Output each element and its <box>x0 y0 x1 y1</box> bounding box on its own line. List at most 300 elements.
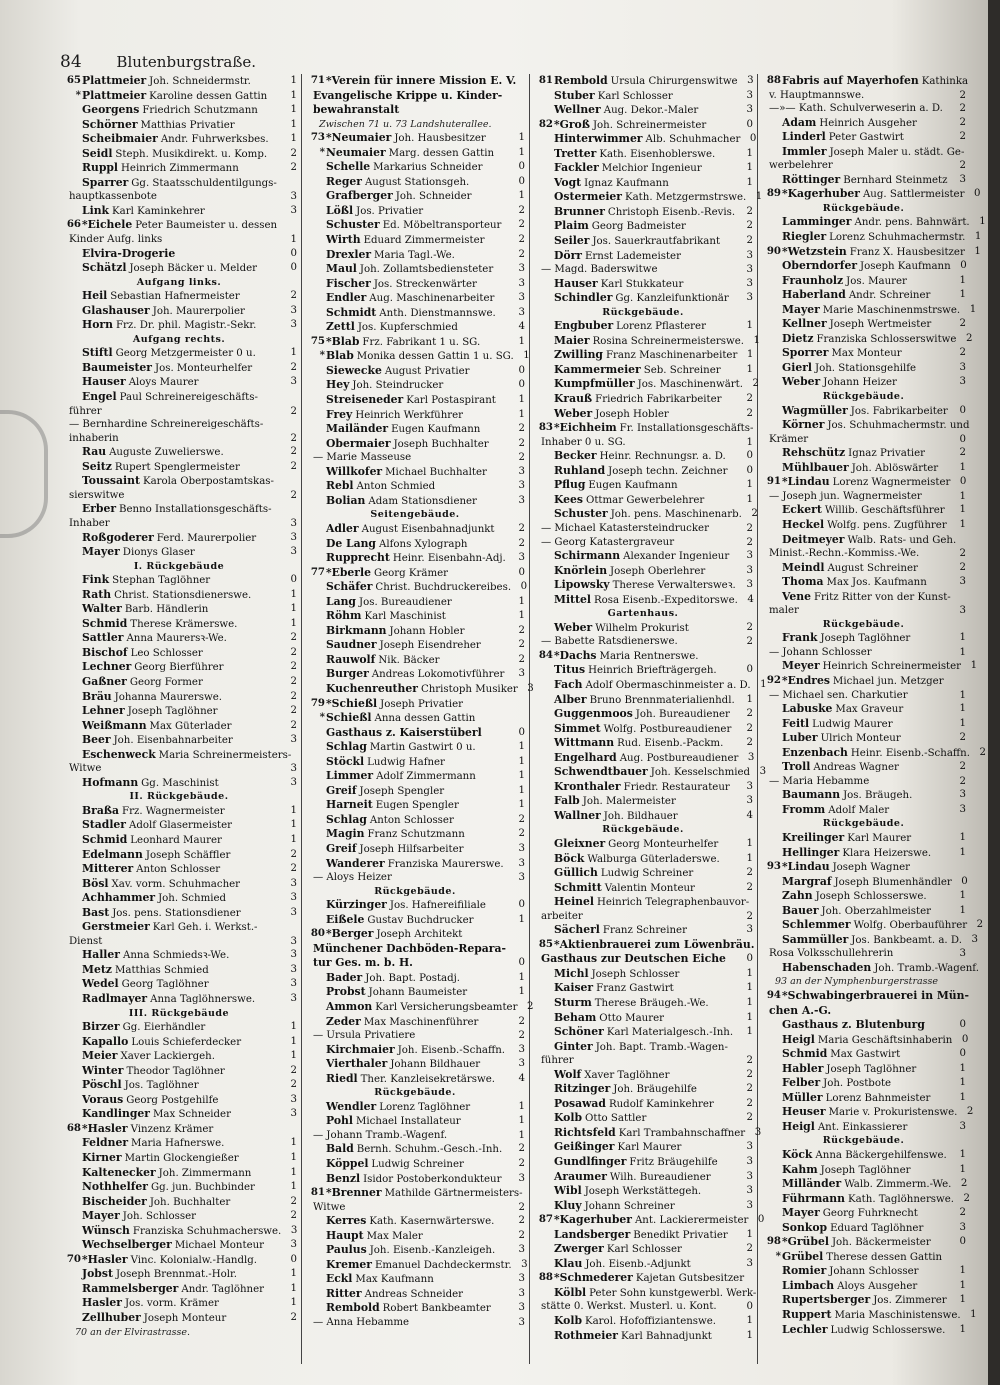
resident-occupation: Christ. Buchdruckereibes. <box>375 582 512 594</box>
resident-occupation: Joseph Monteur <box>143 1313 227 1325</box>
entry-text <box>554 1184 737 1199</box>
house-number <box>761 346 782 361</box>
entry-text <box>554 1213 748 1228</box>
entry-text <box>326 1243 509 1258</box>
entry-text <box>554 1155 737 1170</box>
resident-occupation: Fritz Bräugehilfe <box>629 1157 718 1169</box>
entry-text <box>554 449 737 464</box>
entry-text <box>761 490 950 504</box>
entry-text <box>761 689 950 703</box>
directory-entry <box>533 837 753 852</box>
resident-name: Fink <box>82 573 110 587</box>
house-number <box>61 631 82 646</box>
resident-occupation: Joh. Malermeister <box>582 796 676 808</box>
floor-number: 0 <box>746 1301 753 1313</box>
house-number: 65 <box>66 74 81 86</box>
directory-entry <box>761 604 966 618</box>
house-number: * <box>75 88 81 101</box>
directory-entry <box>61 74 297 89</box>
house-number <box>761 831 782 846</box>
resident-occupation: Joseph Taglöhner <box>826 1063 917 1075</box>
house-number: * <box>775 1249 781 1262</box>
directory-entry <box>305 827 525 842</box>
house-number <box>61 862 82 877</box>
resident-name: Alber <box>554 692 587 706</box>
resident-name: Röttinger <box>782 172 841 186</box>
resident-name: Kaltenecker <box>82 1165 156 1179</box>
house-number <box>61 531 82 546</box>
entry-text <box>82 920 281 935</box>
house-number: 70 <box>66 1252 81 1265</box>
resident-occupation: Joh. Eisenb.-Adjunkt <box>585 1258 691 1270</box>
column-4 <box>758 74 986 1364</box>
floor-number: 3 <box>290 1093 297 1105</box>
house-number <box>305 985 326 1000</box>
directory-entry <box>761 89 966 103</box>
directory-entry <box>305 74 525 89</box>
floor-number: 2 <box>746 522 753 534</box>
resident-name: Riegler <box>782 230 827 244</box>
section-heading: Rückgebäude. <box>602 824 684 836</box>
resident-occupation: Joseph Werkstättegeh. <box>584 1186 702 1198</box>
house-number <box>533 291 554 306</box>
resident-occupation: Franz X. Hausbesitzer <box>849 246 965 258</box>
house-number <box>533 392 554 407</box>
directory-entry <box>533 722 753 737</box>
resident-name: Wittmann <box>554 736 615 750</box>
entry-text <box>554 291 737 306</box>
house-number: 87 <box>538 1213 553 1226</box>
floor-number: 2 <box>518 624 525 636</box>
entry-text <box>82 733 281 748</box>
directory-entry <box>61 204 297 219</box>
floor-number: 2 <box>746 393 753 405</box>
entry-text <box>326 160 509 175</box>
floor-number: 2 <box>290 661 297 673</box>
resident-occupation: Christ. Stationsdienerswe. <box>114 589 252 601</box>
resident-name: Gasthaus z. Kaiserstüberl <box>326 725 482 739</box>
resident-occupation: Joh. Eisenb.-Kanzleigeh. <box>369 1245 496 1257</box>
entry-text <box>782 230 965 245</box>
resident-name: Greif <box>326 841 357 855</box>
floor-number: 1 <box>760 678 767 690</box>
directory-entry <box>533 421 753 436</box>
house-number: 85 <box>538 937 553 950</box>
resident-name: *Lindau <box>782 475 830 489</box>
resident-name: Lehner <box>82 704 125 718</box>
resident-name: Mühlbauer <box>782 460 849 474</box>
entry-text <box>82 877 281 892</box>
resident-occupation: Emanuel Dachdeckermstr. <box>374 1259 512 1271</box>
resident-name: Schirmann <box>554 549 621 563</box>
entry-text <box>82 675 281 690</box>
resident-occupation: — Michael Katastersteindrucker <box>541 522 709 534</box>
directory-entry <box>761 375 966 390</box>
house-number <box>305 726 326 741</box>
directory-entry <box>533 377 759 392</box>
resident-name: Haupt <box>326 1228 364 1242</box>
floor-number: 0 <box>746 118 753 130</box>
resident-occupation: inhaberin <box>69 432 119 444</box>
entry-text <box>782 288 950 303</box>
floor-number: 1 <box>290 1297 297 1309</box>
entry-text <box>61 190 281 204</box>
entry-text <box>782 1279 950 1294</box>
resident-occupation: Paul Schreinereigeschäfts- <box>119 392 258 404</box>
resident-name: Vierthaler <box>326 1057 388 1071</box>
entry-text <box>554 1271 744 1286</box>
resident-name: Fraunholz <box>782 273 844 287</box>
section-heading: Seitengebäude. <box>370 509 460 521</box>
entry-text <box>326 248 509 263</box>
resident-occupation: Karl Postaspirant <box>406 395 496 407</box>
directory-entry <box>761 346 966 361</box>
entry-text <box>554 348 737 363</box>
resident-name: *Dachs <box>554 648 597 662</box>
resident-occupation: Karl Kaminkehrer <box>112 205 205 217</box>
house-number <box>305 522 326 537</box>
resident-occupation: Ignaz Privatier <box>848 448 926 460</box>
directory-entry <box>61 190 297 204</box>
resident-occupation: Adolf Obermaschinmeister a. D. <box>585 679 751 691</box>
directory-entry <box>533 1140 753 1155</box>
resident-name: Gleixner <box>554 836 606 850</box>
entry-text <box>326 798 509 813</box>
entry-text <box>82 531 281 546</box>
resident-name: Fabris auf Mayerhofen <box>782 74 919 87</box>
entry-text <box>326 1072 509 1087</box>
resident-occupation: August Schreiner <box>827 562 918 574</box>
entry-text <box>326 638 509 653</box>
floor-number: 2 <box>518 1015 525 1027</box>
entry-text <box>761 547 950 561</box>
floor-number: 2 <box>959 732 966 744</box>
resident-occupation: Bruno Brennmaterialienhdl. <box>589 694 735 706</box>
floor-number: 1 <box>969 303 977 315</box>
directory-entry <box>61 489 297 503</box>
house-number: 93 <box>766 860 781 873</box>
floor-number: 2 <box>290 719 297 731</box>
resident-occupation: Auguste Zuwelierswe. <box>109 447 224 459</box>
floor-number: 2 <box>518 452 525 464</box>
resident-occupation: v. Hauptmannswe. <box>769 89 865 101</box>
entry-text <box>326 422 509 437</box>
resident-occupation: Karl Schlosser <box>606 1244 682 1256</box>
resident-occupation: Michael Buchhalter <box>385 466 487 478</box>
resident-occupation: Andr. Fuhrwerksbes. <box>160 134 269 146</box>
floor-number: 1 <box>746 1026 753 1038</box>
directory-entry <box>533 736 753 751</box>
resident-name: Kerres <box>326 1214 367 1228</box>
resident-name: Ginter <box>554 1039 593 1053</box>
resident-occupation: Max Graveur <box>835 704 904 716</box>
entry-text <box>82 132 281 147</box>
house-number <box>61 118 82 133</box>
resident-name: Maier <box>554 333 590 347</box>
resident-name: chen A.-G. <box>769 1003 832 1017</box>
resident-occupation: Franziska Schlosserswitwe <box>816 333 957 345</box>
resident-name: Pflug <box>554 478 586 492</box>
resident-name: Troll <box>782 760 811 774</box>
entry-text <box>554 118 737 133</box>
house-number: * <box>319 145 325 158</box>
house-number <box>533 190 554 205</box>
resident-name: Eißele <box>326 912 365 926</box>
resident-occupation: Friedr. Restaurateur <box>623 781 730 793</box>
house-number <box>761 575 782 590</box>
house-number <box>761 418 782 433</box>
floor-number: 2 <box>959 318 966 330</box>
resident-occupation: Melchior Ingenieur <box>601 163 702 175</box>
floor-number: 3 <box>746 1185 753 1197</box>
resident-name: Bolian <box>326 493 366 507</box>
floor-number: 3 <box>290 763 297 775</box>
entry-text <box>305 942 509 957</box>
floor-number: 0 <box>746 953 753 965</box>
resident-occupation: Andreas Lokomotivführer <box>371 669 505 681</box>
house-number <box>305 667 326 682</box>
resident-name: Adam <box>782 115 817 129</box>
house-number <box>533 1314 554 1329</box>
entry-text <box>554 103 737 118</box>
directory-entry <box>761 674 966 689</box>
resident-occupation: Joseph Kaufmann <box>860 261 951 273</box>
resident-name: Schörner <box>82 117 138 131</box>
resident-occupation: Fr. Installationsgeschäfts- <box>619 423 754 435</box>
resident-name: Bauer <box>782 903 819 917</box>
directory-entry <box>305 740 525 755</box>
directory-entry <box>761 889 966 904</box>
resident-name: Evangelische Krippe u. Kinder- <box>313 88 503 102</box>
directory-entry <box>533 1242 753 1257</box>
directory-entry <box>305 971 525 986</box>
house-number <box>305 755 326 770</box>
entry-text <box>554 334 744 349</box>
entry-text <box>326 437 509 452</box>
house-number: 68 <box>66 1121 81 1134</box>
directory-entry <box>61 1253 297 1268</box>
entry-text <box>533 635 737 649</box>
house-number <box>61 545 82 560</box>
entry-text <box>533 1300 737 1314</box>
floor-number <box>956 533 972 548</box>
floor-number: 3 <box>971 933 978 945</box>
entry-text <box>326 1015 509 1030</box>
entry-text <box>82 1282 281 1297</box>
floor-number: 0 <box>746 464 753 476</box>
resident-name: Wendler <box>326 1099 377 1113</box>
house-number <box>61 1078 82 1093</box>
house-number <box>305 1142 326 1157</box>
resident-name: Georgens <box>82 103 140 117</box>
house-number: * <box>319 349 325 362</box>
resident-occupation: Lorenz Pflasterer <box>616 321 706 333</box>
resident-name: *Neumaier <box>326 131 392 145</box>
entry-text <box>782 145 964 160</box>
floor-number: 3 <box>746 780 753 792</box>
directory-entry <box>305 624 525 639</box>
entry-text <box>782 1047 950 1062</box>
entry-text <box>82 1209 281 1224</box>
directory-entry <box>305 1201 525 1215</box>
directory-entry <box>533 1155 753 1170</box>
entry-text <box>82 690 281 705</box>
resident-occupation: Alb. Schuhmacher <box>645 134 741 146</box>
resident-name: Landsberger <box>554 1227 631 1241</box>
floor-number: 3 <box>518 1058 525 1070</box>
resident-name: Fromm <box>782 802 826 816</box>
directory-entry <box>61 733 297 748</box>
floor-number: 3 <box>959 803 966 815</box>
entry-text <box>782 674 950 689</box>
directory-entry <box>305 638 525 653</box>
floor-number: 1 <box>290 588 297 600</box>
resident-name: Fischer <box>326 276 371 290</box>
house-number <box>761 1033 782 1048</box>
floor-number: 2 <box>290 705 297 717</box>
resident-occupation: Joh. Bildhauer <box>603 810 678 822</box>
directory-entry <box>761 288 966 303</box>
resident-occupation: Joseph Maler u. städt. Ge- <box>829 146 965 158</box>
house-number <box>533 249 554 264</box>
resident-occupation: Anna Maurersꝛ-We. <box>126 633 227 645</box>
floor-number: 0 <box>959 433 966 445</box>
floor-number: 3 <box>959 376 966 388</box>
resident-name: *Schießl <box>326 696 378 710</box>
directory-entry <box>305 1142 525 1157</box>
directory-entry <box>761 1047 966 1062</box>
resident-name: Hasler <box>82 1296 122 1310</box>
floor-number: 2 <box>746 737 753 749</box>
house-number <box>305 653 326 668</box>
directory-entry <box>761 475 966 490</box>
entry-text <box>761 102 950 116</box>
floor-number: 3 <box>290 517 297 529</box>
house-number <box>305 437 326 452</box>
resident-occupation: Joseph Brennmat.-Holr. <box>115 1269 238 1281</box>
entry-text <box>782 518 950 533</box>
directory-entry <box>533 809 753 824</box>
entry-text <box>761 646 950 660</box>
resident-name: Wagmüller <box>782 403 848 417</box>
resident-occupation: Marg. dessen Gattin <box>388 147 495 159</box>
entry-text <box>761 433 950 447</box>
resident-name: Sporrer <box>782 346 829 360</box>
floor-number: 3 <box>959 361 966 373</box>
resident-occupation: Leo Schlosser <box>130 647 203 659</box>
directory-entry <box>305 146 525 161</box>
resident-occupation: Ludwig Schreiner <box>371 1159 464 1171</box>
entry-text <box>533 436 737 450</box>
entry-text <box>82 502 281 517</box>
floor-number: 3 <box>518 552 525 564</box>
resident-occupation: Joseph Privatier <box>380 698 464 710</box>
resident-name: Kees <box>554 492 583 506</box>
house-number <box>533 751 554 766</box>
house-number <box>533 449 554 464</box>
resident-occupation: Franz Schreiner <box>602 925 687 937</box>
resident-occupation: — Aloys Heizer <box>313 872 392 884</box>
floor-number: 1 <box>959 1265 966 1277</box>
resident-occupation: Eduard Zimmermeister <box>363 235 485 247</box>
entry-text <box>326 624 509 639</box>
entry-text <box>326 1258 512 1273</box>
resident-occupation: Joh. Schneidermstr. <box>149 76 251 87</box>
resident-name: *Berger <box>326 927 374 941</box>
resident-occupation: Joseph Blumenhändler <box>834 876 952 888</box>
resident-name: Horn <box>82 318 113 332</box>
resident-occupation: Louis Schieferdecker <box>131 1036 242 1048</box>
house-number <box>61 690 82 705</box>
floor-number: 2 <box>746 722 753 734</box>
directory-entry <box>61 318 297 333</box>
resident-occupation: Ther. Kanzleisekretärswe. <box>360 1073 495 1085</box>
resident-occupation: Theodor Taglöhner <box>126 1065 225 1077</box>
house-number <box>305 189 326 204</box>
house-number <box>61 346 82 361</box>
resident-name: Habenschaden <box>782 960 872 974</box>
entry-text <box>326 740 509 755</box>
floor-number: 2 <box>290 848 297 860</box>
directory-entry <box>533 1184 753 1199</box>
resident-occupation: Otto Sattler <box>585 1113 647 1125</box>
entry-text <box>326 537 509 552</box>
floor-number: 3 <box>754 1126 762 1138</box>
house-number <box>61 176 82 191</box>
house-number <box>533 837 554 852</box>
floor-number: 2 <box>746 621 753 633</box>
house-number: 73 <box>310 131 325 144</box>
house-number <box>761 731 782 746</box>
directory-entry <box>761 989 969 1004</box>
floor-number <box>509 942 525 957</box>
resident-occupation: Jos. Kupferschmied <box>357 322 458 334</box>
entry-text <box>82 1166 281 1181</box>
entry-text <box>61 489 281 503</box>
floor-number: 1 <box>970 660 978 672</box>
house-number <box>761 173 782 188</box>
house-number <box>61 1093 82 1108</box>
house-number <box>761 1018 782 1033</box>
house-number <box>533 895 554 910</box>
floor-number: 1 <box>518 971 525 983</box>
house-number <box>61 1296 82 1311</box>
entry-text <box>82 891 281 906</box>
house-number <box>761 288 782 303</box>
entry-text <box>326 1043 509 1058</box>
directory-entry <box>61 176 297 191</box>
house-number <box>533 348 554 363</box>
house-number <box>533 334 554 349</box>
resident-occupation: Max Maler <box>366 1230 423 1242</box>
resident-occupation: Karl Maurer <box>847 832 912 844</box>
resident-occupation: führer <box>69 405 102 417</box>
floor-number: 1 <box>959 632 966 644</box>
directory-entry <box>761 547 966 561</box>
resident-name: Paulus <box>326 1243 367 1257</box>
resident-occupation: Karl Trambahnschaffner <box>618 1127 746 1139</box>
directory-entry <box>61 261 297 276</box>
floor-number: 2 <box>290 405 297 417</box>
resident-occupation: Karl Bahnadjunkt <box>620 1330 712 1342</box>
entry-text <box>554 1199 737 1214</box>
house-number <box>761 1076 782 1091</box>
house-number <box>761 788 782 803</box>
floor-number: 2 <box>518 813 525 825</box>
resident-name: Michl <box>554 966 589 980</box>
entry-text <box>305 1129 509 1143</box>
entry-text <box>82 804 281 819</box>
